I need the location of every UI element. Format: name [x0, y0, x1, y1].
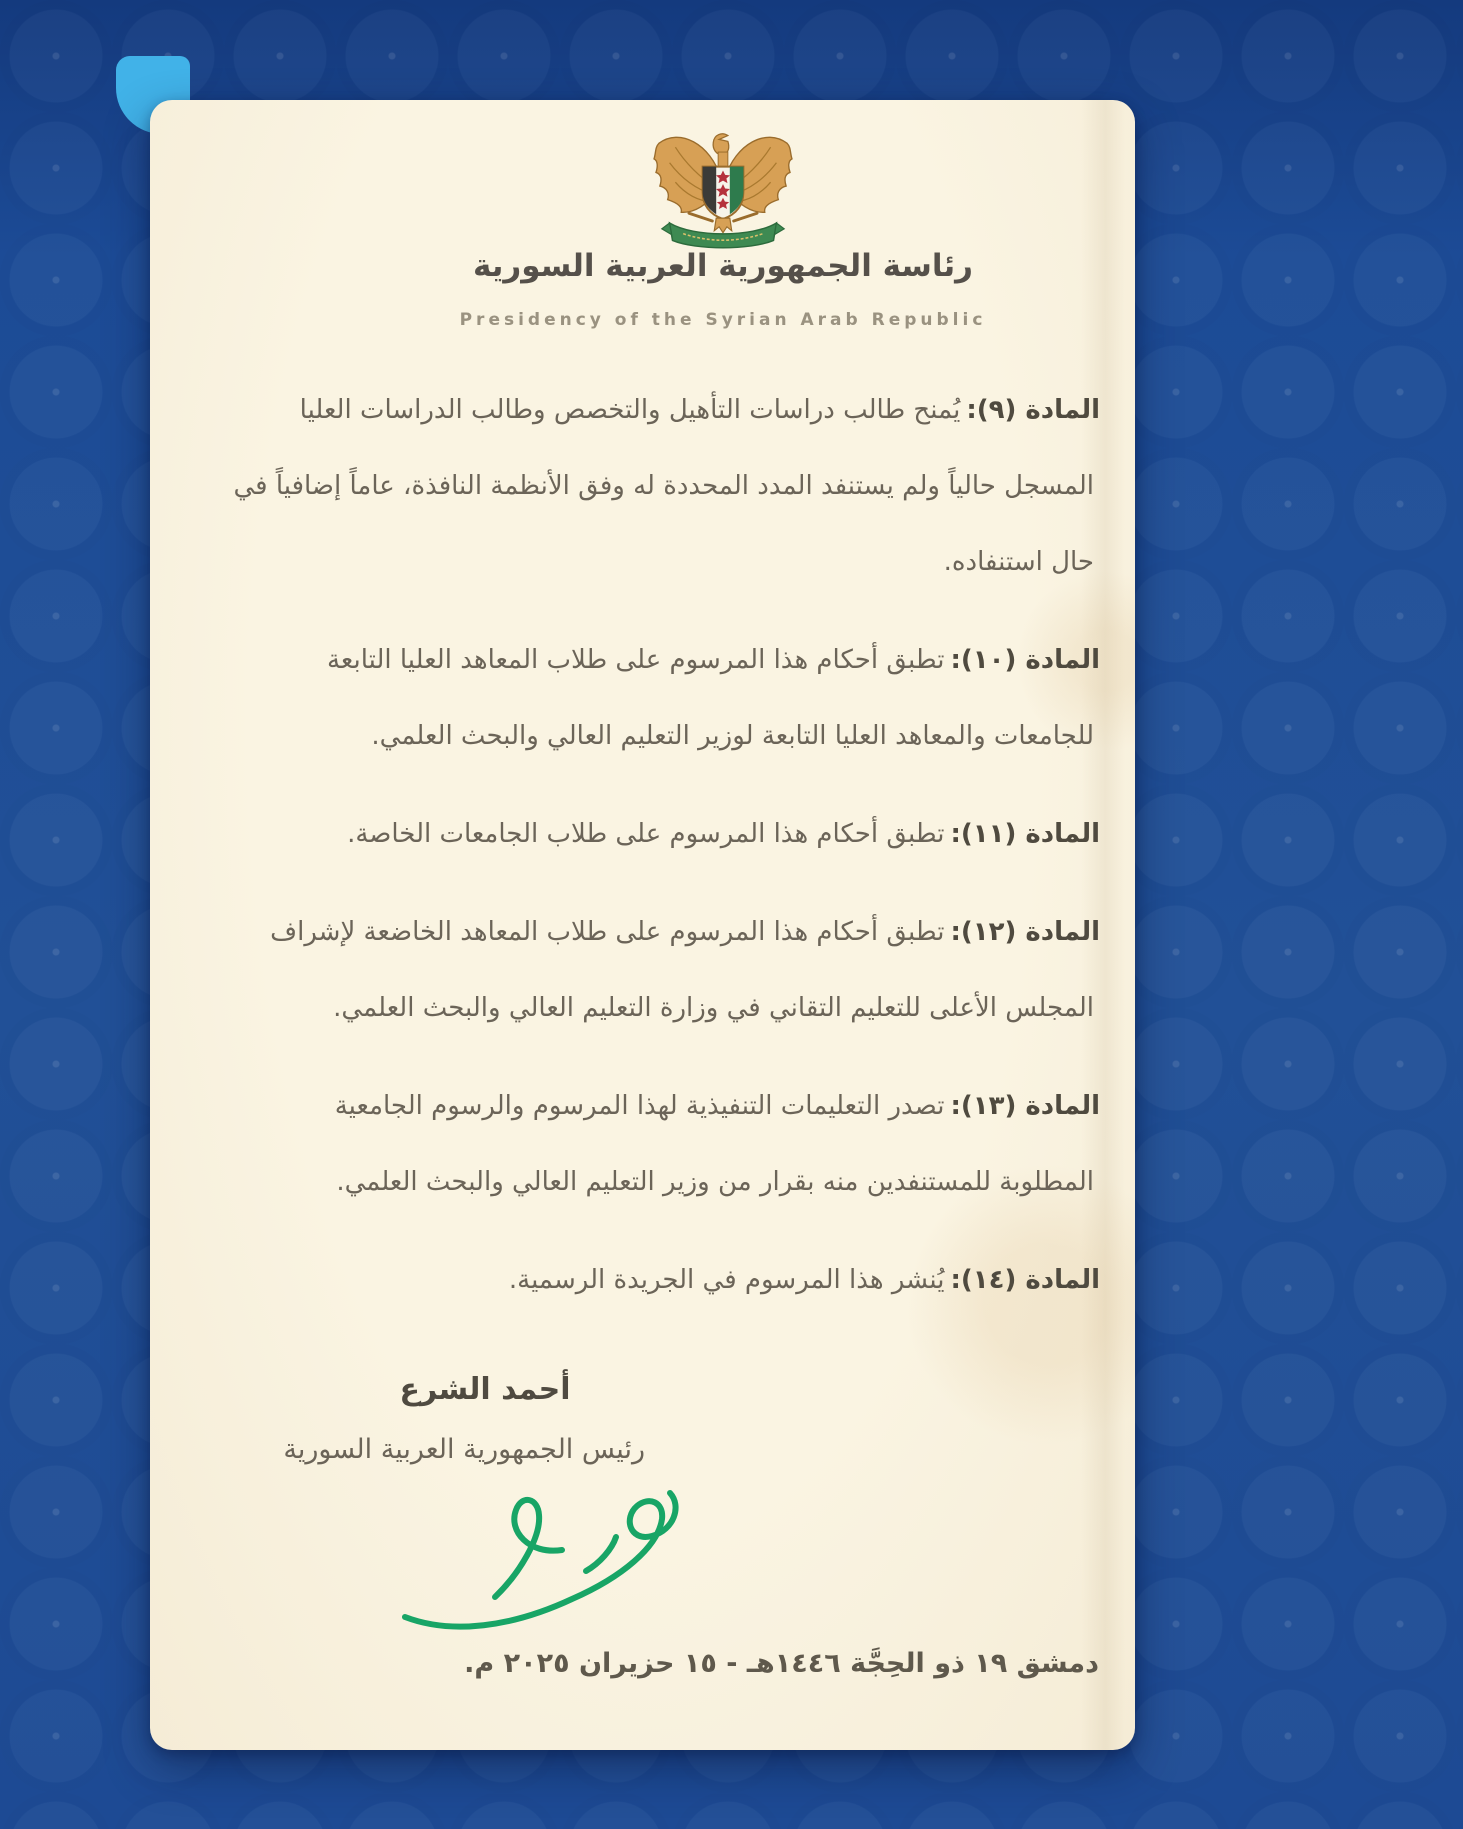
- date-line: دمشق ١٩ ذو الحِجَّة ١٤٤٦هـ - ١٥ حزيران ٢٠٢٥ م.: [464, 1648, 1099, 1679]
- article-9-label: المادة (٩):: [966, 395, 1100, 425]
- article-11-label: المادة (١١):: [950, 819, 1100, 849]
- header-title-english: Presidency of the Syrian Arab Republic: [459, 310, 987, 330]
- decree-body: [178, 372, 1100, 1318]
- article-14-label: المادة (١٤):: [950, 1265, 1100, 1295]
- article-13-label: المادة (١٣):: [950, 1091, 1100, 1121]
- signature-block: [283, 1368, 645, 1472]
- syrian-eagle-emblem-icon: [648, 120, 798, 256]
- decree-document-paper: [150, 100, 1135, 1750]
- article-10-line-2: للجامعات والمعاهد العليا التابعة لوزير التعليم العالي والبحث العلمي.: [371, 721, 1094, 751]
- article-12-line-1: المادة (١٢): تطبق أحكام هذا المرسوم على طلاب المعاهد الخاضعة لإشراف: [178, 894, 1100, 970]
- article-10-label: المادة (١٠):: [950, 645, 1100, 675]
- president-signature-ink: [390, 1475, 720, 1645]
- president-title: رئيس الجمهورية العربية السورية: [283, 1434, 645, 1465]
- article-9-line-2: المسجل حالياً ولم يستنفد المدد المحددة له وفق الأنظمة النافذة، عاماً إضافياً في: [233, 471, 1094, 501]
- article-9-line-3: حال استنفاده.: [943, 547, 1094, 577]
- article-10-line-1: المادة (١٠): تطبق أحكام هذا المرسوم على طلاب المعاهد العليا التابعة: [178, 622, 1100, 698]
- article-13-line-2: المطلوبة للمستنفدين منه بقرار من وزير التعليم العالي والبحث العلمي.: [336, 1167, 1094, 1197]
- article-12-label: المادة (١٢):: [950, 917, 1100, 947]
- article-12-line-2: المجلس الأعلى للتعليم التقاني في وزارة التعليم العالي والبحث العلمي.: [333, 993, 1094, 1023]
- flag-shield: [703, 167, 744, 219]
- article-13-line-1: المادة (١٣): تصدر التعليمات التنفيذية لهذا المرسوم والرسوم الجامعية: [178, 1068, 1100, 1144]
- article-9-line-1: المادة (٩): يُمنح طالب دراسات التأهيل والتخصص وطالب الدراسات العليا: [178, 372, 1100, 448]
- eagle-head: [713, 134, 729, 168]
- header-title-arabic: رئاسة الجمهورية العربية السورية: [472, 248, 974, 284]
- president-name: أحمد الشرع: [399, 1372, 571, 1407]
- article-14-line-1: المادة (١٤): يُنشر هذا المرسوم في الجريدة الرسمية.: [178, 1242, 1100, 1318]
- article-11-line-1: المادة (١١): تطبق أحكام هذا المرسوم على طلاب الجامعات الخاصة.: [178, 796, 1100, 872]
